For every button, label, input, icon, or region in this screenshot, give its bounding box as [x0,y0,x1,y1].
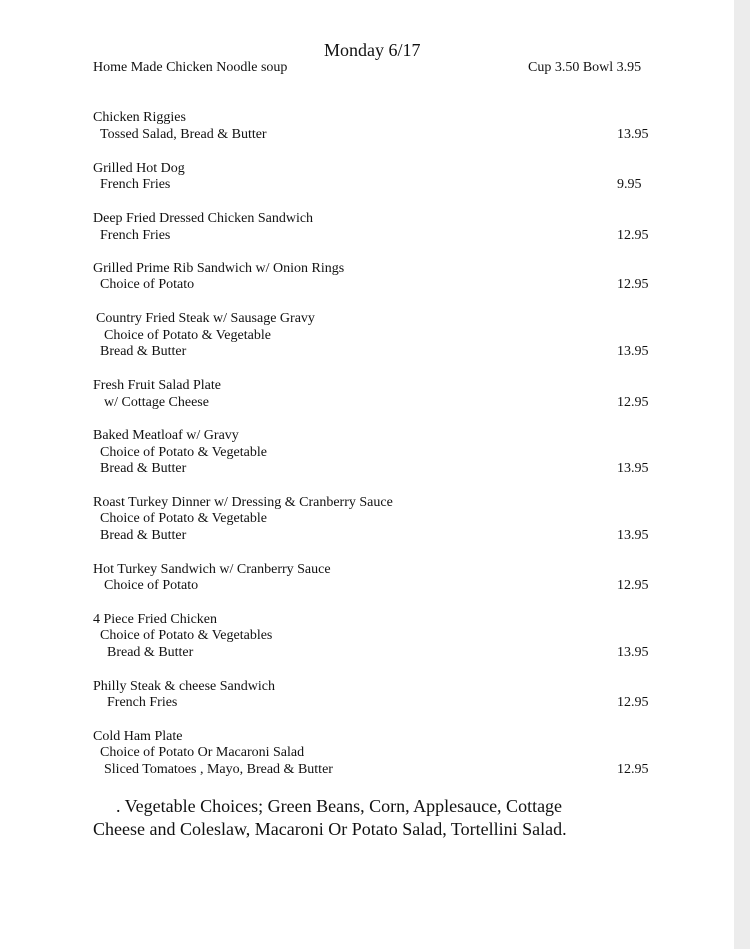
item-price: 13.95 [617,461,649,476]
item-price: 12.95 [617,277,649,292]
item-price: 12.95 [617,578,649,593]
item-title: 4 Piece Fried Chicken [93,612,218,627]
item-title: Fresh Fruit Salad Plate [93,378,221,393]
item-detail: Bread & Butter [100,528,187,543]
vegetable-choices-note: Cheese and Coleslaw, Macaroni Or Potato Salad, Tortellini Salad. [93,819,567,839]
item-detail: Tossed Salad, Bread & Butter [100,127,267,142]
item-price: 12.95 [617,228,649,243]
item-title: Deep Fried Dressed Chicken Sandwich [93,211,314,226]
soup-price: Cup 3.50 Bowl 3.95 [528,60,642,75]
item-price: 13.95 [617,344,649,359]
item-price: 13.95 [617,528,649,543]
item-detail: Sliced Tomatoes , Mayo, Bread & Butter [104,762,333,777]
item-detail: w/ Cottage Cheese [104,395,209,410]
item-price: 9.95 [617,177,642,192]
item-detail: Choice of Potato & Vegetable [100,445,267,460]
page-edge [734,0,750,949]
vegetable-choices-note: . Vegetable Choices; Green Beans, Corn, Applesauce, Cottage [116,796,563,816]
item-detail: French Fries [100,228,171,243]
item-detail: French Fries [100,177,171,192]
item-detail: Choice of Potato [100,277,195,292]
item-detail: Bread & Butter [100,461,187,476]
item-price: 12.95 [617,395,649,410]
item-price: 13.95 [617,645,649,660]
item-price: 13.95 [617,127,649,142]
item-detail: Choice of Potato Or Macaroni Salad [100,745,305,760]
item-detail: Bread & Butter [100,344,187,359]
item-title: Chicken Riggies [93,110,186,125]
item-detail: French Fries [107,695,178,710]
item-detail: Choice of Potato & Vegetable [100,511,267,526]
item-price: 12.95 [617,762,649,777]
item-title: Hot Turkey Sandwich w/ Cranberry Sauce [93,562,331,577]
item-detail: Choice of Potato [104,578,199,593]
item-title: Cold Ham Plate [93,729,183,744]
item-detail: Choice of Potato & Vegetables [100,628,273,643]
menu-date: Monday 6/17 [324,40,421,60]
item-title: Grilled Hot Dog [93,161,185,176]
item-price: 12.95 [617,695,649,710]
item-detail: Choice of Potato & Vegetable [104,328,271,343]
item-title: Philly Steak & cheese Sandwich [93,679,275,694]
item-detail: Bread & Butter [107,645,194,660]
item-title: Country Fried Steak w/ Sausage Gravy [96,311,315,326]
soup-name: Home Made Chicken Noodle soup [93,60,288,75]
item-title: Baked Meatloaf w/ Gravy [93,428,239,443]
item-title: Roast Turkey Dinner w/ Dressing & Cranberry Sauce [93,495,393,510]
item-title: Grilled Prime Rib Sandwich w/ Onion Rings [93,261,345,276]
